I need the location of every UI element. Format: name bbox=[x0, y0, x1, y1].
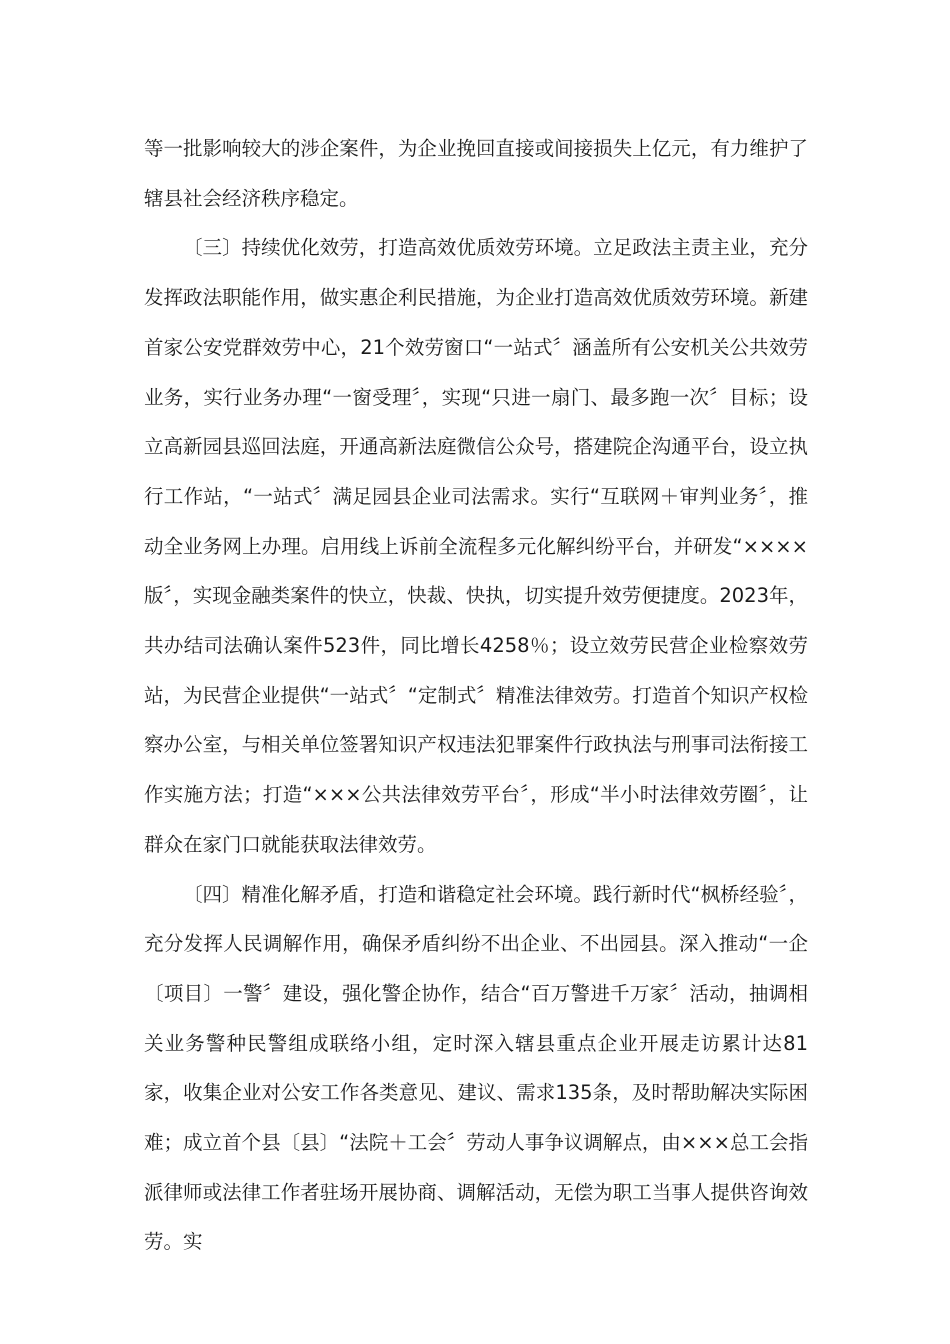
paragraph-section-4: 〔四〕精准化解矛盾，打造和谐稳定社会环境。践行新时代“枫桥经验〞，充分发挥人民调解作用，确保矛盾纠纷不出企业、不出园县。深入推动“一企〔项目〕一警〞建设，强化警企协作，结合“百万警进千万家〞活动，抽调相关业务警种民警组成联络小组，定时深入辖县重点企业开展走访累计达81家，收集企业对公安工作各类意见、建议、需求135条，及时帮助解决实际困难；成立首个县〔县〕“法院＋工会〞劳动人事争议调解点，由×××总工会指派律师或法律工作者驻场开展协商、调解活动，无偿为职工当事人提供咨询效劳。实 bbox=[144, 882, 808, 1254]
document-body bbox=[144, 124, 808, 1267]
paragraph-section-3: 〔三〕持续优化效劳，打造高效优质效劳环境。立足政法主责主业，充分发挥政法职能作用，做实惠企利民措施，为企业打造高效优质效劳环境。新建首家公安党群效劳中心，21个效劳窗口“一站式〞涵盖所有公安机关公共效劳业务，实行业务办理“一窗受理〞，实现“只进一扇门、最多跑一次〞目标；设立高新园县巡回法庭，开通高新法庭微信公众号，搭建院企沟通平台，设立执行工作站，“一站式〞满足园县企业司法需求。实行“互联网＋审判业务〞，推动全业务网上办理。启用线上诉前全流程多元化解纠纷平台，并研发“××××版〞，实现金融类案件的快立，快裁、快执，切实提升效劳便捷度。2023年，共办结司法确认案件523件，同比增长4258％；设立效劳民营企业检察效劳站，为民营企业提供“一站式〞“定制式〞精准法律效劳。打造首个知识产权检察办公室，与相关单位签署知识产权违法犯罪案件行政执法与刑事司法衔接工作实施方法；打造“×××公共法律效劳平台〞，形成“半小时法律效劳圈〞，让群众在家门口就能获取法律效劳。 bbox=[144, 236, 808, 856]
paragraph-continuation: 等一批影响较大的涉企案件，为企业挽回直接或间接损失上亿元，有力维护了辖县社会经济秩序稳定。 bbox=[144, 137, 808, 210]
